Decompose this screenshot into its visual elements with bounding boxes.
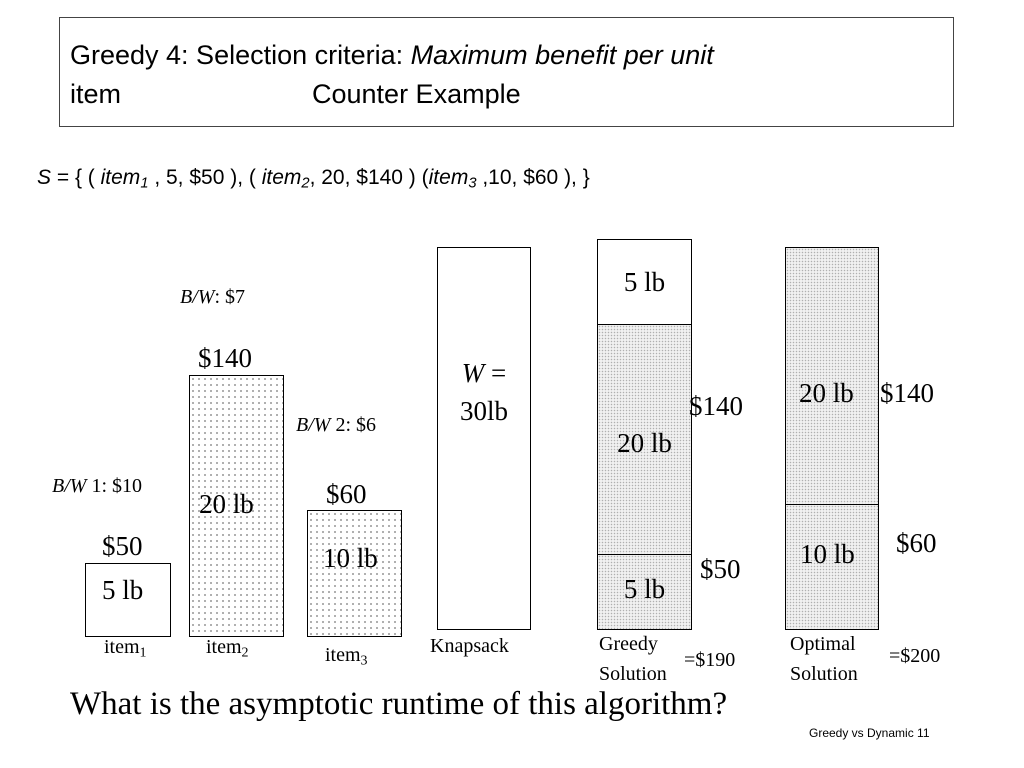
set-item2-rest: , 20, $140 ) (	[309, 166, 429, 189]
optimal-top-price: $140	[880, 378, 934, 408]
item3-weight: 10 lb	[323, 543, 378, 573]
greedy-total: =$190	[684, 649, 736, 671]
knapsack-eq: =	[484, 358, 507, 388]
set-item1-rest: , 5, $50 ), (	[148, 166, 262, 189]
set-eq: = { (	[51, 166, 101, 189]
title-box	[59, 17, 954, 127]
item1-ratio-value: 1: $10	[86, 475, 142, 497]
optimal-label-line1: Optimal	[790, 633, 856, 655]
optimal-total: =$200	[889, 645, 941, 667]
optimal-top-box	[785, 247, 879, 505]
optimal-top-weight: 20 lb	[799, 378, 854, 408]
greedy-top-weight: 5 lb	[623, 267, 666, 297]
set-item3-name: item	[428, 166, 469, 189]
knapsack-box	[437, 247, 531, 630]
greedy-mid-weight: 20 lb	[617, 428, 672, 458]
set-item3-sub: 3	[468, 175, 477, 192]
item2-ratio-label: B/W	[180, 286, 215, 308]
question-text: What is the asymptotic runtime of this algorithm?	[70, 686, 728, 722]
set-definition	[37, 166, 590, 192]
item3-price: $60	[326, 479, 367, 509]
item2-weight: 20 lb	[199, 489, 254, 519]
item1-name: item	[104, 636, 140, 658]
item1-price: $50	[102, 531, 143, 561]
item3-name: item	[325, 644, 361, 666]
title-line2-a: item	[70, 79, 122, 109]
item2-price: $140	[198, 343, 252, 373]
item2-ratio-value: : $7	[214, 286, 245, 308]
item1-sub: 1	[139, 645, 147, 661]
item1-weight: 5 lb	[102, 575, 144, 605]
item2-name: item	[206, 636, 242, 658]
item3-ratio-value: 2: $6	[330, 414, 376, 436]
set-item1-sub: 1	[140, 175, 149, 192]
item2-sub: 2	[241, 645, 249, 661]
knapsack-label: Knapsack	[430, 635, 509, 657]
greedy-bot-weight: 5 lb	[623, 574, 666, 604]
item1-ratio	[52, 475, 142, 498]
item3-sub: 3	[360, 653, 368, 669]
set-item3-rest: ,10, $60 ), }	[476, 166, 590, 189]
item3-label	[325, 644, 368, 670]
title-emphasis: Maximum benefit per unit	[410, 40, 714, 70]
knapsack-w-label	[437, 358, 531, 389]
optimal-label-line2: Solution	[790, 663, 858, 685]
greedy-mid-price: $140	[689, 391, 743, 421]
greedy-label-line1: Greedy	[599, 633, 658, 655]
item2-ratio	[180, 286, 245, 309]
greedy-bot-price: $50	[700, 554, 741, 584]
greedy-label-line2: Solution	[599, 663, 667, 685]
set-item1-name: item	[100, 166, 141, 189]
optimal-bot-price: $60	[896, 528, 937, 558]
item3-ratio	[296, 414, 376, 437]
set-item2-name: item	[261, 166, 302, 189]
item1-ratio-label: B/W	[52, 475, 87, 497]
optimal-bot-weight: 10 lb	[800, 539, 855, 569]
item3-ratio-label: B/W	[296, 414, 331, 436]
knapsack-capacity: 30lb	[459, 396, 508, 426]
title-line2-b: Counter Example	[312, 79, 521, 109]
item2-label	[206, 636, 249, 662]
set-symbol: S	[37, 166, 52, 189]
set-item2-sub: 2	[301, 175, 310, 192]
slide-title-line1	[70, 40, 714, 71]
title-prefix: Greedy 4: Selection criteria:	[70, 40, 411, 70]
knapsack-w: W	[461, 358, 485, 388]
slide-footer: Greedy vs Dynamic 11	[809, 726, 930, 740]
item1-label	[104, 636, 147, 662]
